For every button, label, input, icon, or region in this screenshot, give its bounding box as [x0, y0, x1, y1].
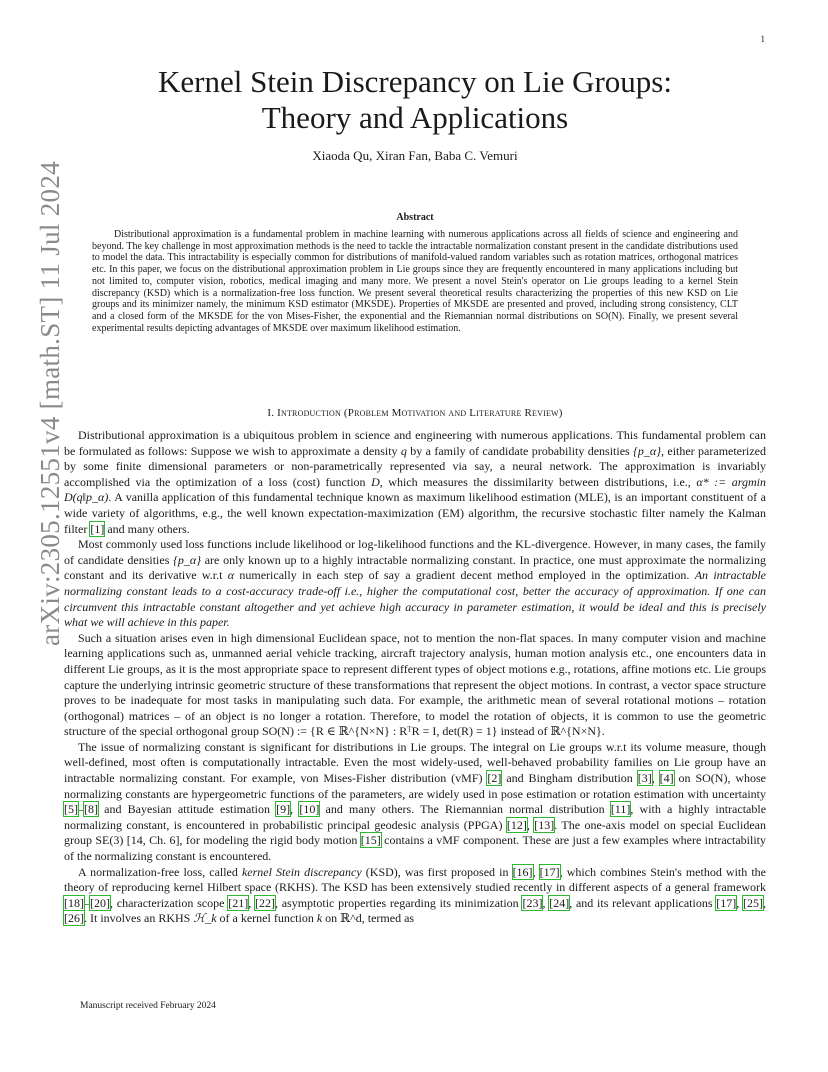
paragraph-2: Most commonly used loss functions include likelihood or log-likelihood functions and the KL-divergence. However, in many cases, the family of candidate densities {p_α} are only known up to a highly intractable normalizing constant. In practice, one must approximate the normalizing constant and its derivative w.r.t α numerically in each step of say a gradient decent method employed in the optimization. An intractable normalizing constant leads to a cost-accuracy trade-off i.e., higher the computational cost, better the accuracy of approximation. If one can circumvent this intractable constant altogether and yet achieve high accuracy in parameter estimation, it would be ideal and this is precisely what we will achieve in this paper. — [64, 537, 766, 630]
paragraph-3: Such a situation arises even in high dimensional Euclidean space, not to mention the non-flat spaces. In many computer vision and machine learning applications such as, unmanned aerial vehicle tracking, aircraft trajectory analysis, human motion analysis etc., one encounters data in different Lie groups, as it is the most appropriate space to represent different types of object motions e.g., rotations, affine motions etc. Lie groups capture the underlying intrinsic geometric structure of these transformations that represent the object motions. In contrast, a vector space structure proves to be inadequate for most tasks in manipulating such data. For example, the arithmetic mean of several rotational motions – rotation (orthogonal) matrices – of an object is no longer a rotation. Therefore, to model the rotation of objects, it is common to use the geometric structure of the special orthogonal group SO(N) := {R ∈ ℝ^{N×N} : RᵀR = I, det(R) = 1} instead of ℝ^{N×N}. — [64, 630, 766, 739]
citation-link[interactable]: [21] — [228, 895, 249, 910]
citation-link[interactable]: [11] — [610, 802, 631, 817]
citation-link[interactable]: [17] — [539, 864, 560, 879]
emphasis-text: An intractable normalizing constant leads to a cost-accuracy trade-off i.e., higher the computational cost, better the accuracy of approximation. If one can circumvent this intractable constant altogether and yet achieve high accuracy in parameter estimation, it would be ideal and this is precisely what we will achieve in this paper. — [64, 568, 766, 630]
title-line-1: Kernel Stein Discrepancy on Lie Groups: — [158, 64, 672, 99]
math-h-k: ℋ_k — [193, 911, 217, 926]
math-r-nn: ℝ^{N×N}. — [550, 724, 605, 739]
math-se3: SE(3) [14, Ch. 6] — [95, 833, 180, 848]
citation-link[interactable]: [20] — [90, 895, 110, 910]
citation-link[interactable]: [22] — [254, 895, 275, 910]
introduction-body — [64, 428, 766, 927]
paragraph-5: A normalization-free loss, called kernel Stein discrepancy (KSD), was first proposed in [16], [17], which combines Stein's method with the theory of reproducing kernel Hilbert space (RKHS). The KSD has been extensively studied recently in different aspects of a general framework [18]–[20], characterization scope [21], [22], asymptotic properties regarding its minimization [23], [24], and its relevant applications [17], [25], [26]. It involves an RKHS ℋ_k of a kernel function k on ℝ^d, termed as — [64, 864, 767, 926]
citation-link[interactable]: [25] — [743, 895, 764, 910]
citation-link[interactable]: [8] — [84, 802, 98, 817]
math-k: k — [316, 911, 323, 926]
title-line-2: Theory and Applications — [261, 100, 569, 135]
abstract-heading: Abstract — [396, 212, 434, 223]
author-list: Xiaoda Qu, Xiran Fan, Baba C. Vemuri — [312, 148, 518, 163]
section-number: I. — [267, 407, 275, 419]
paper-header — [64, 64, 766, 164]
citation-link[interactable]: [23] — [522, 895, 543, 910]
math-q: q — [400, 443, 407, 458]
citation-link[interactable]: [16] — [512, 864, 533, 879]
citation-link[interactable]: [9] — [276, 802, 291, 817]
citation-link[interactable]: [3] — [637, 771, 652, 786]
citation-link[interactable]: [17] — [716, 895, 737, 910]
citation-link[interactable]: [1] — [90, 521, 105, 536]
paragraph-4: The issue of normalizing constant is significant for distributions in Lie groups. The integral on Lie groups w.r.t its volume measure, though well-defined, most often is computationally intractable. Even the most widely-used, well-behaved probability families on Lie group have an intractable normalizing constant. For example, von Mises-Fisher distribution (vMF) [2] and Bingham distribution [3], [4] on SO(N), whose normalizing constants are hypergeometric functions of the parameters, are widely used in pose estimation or rotation estimation with uncertainty [5]–[8] and Bayesian attitude estimation [9], [10] and many others. The Riemannian normal distribution [11], with a highly intractable normalizing constant, is encountered in probabilistic principal geodesic analysis (PPGA) [12], [13]. The one-axis model on special Euclidean group SE(3) [14, Ch. 6], for modeling the rigid body motion [15] contains a vMF component. These are just a few examples where intractability of the normalizing constant is encountered. — [64, 739, 767, 864]
arxiv-identifier: arXiv:2305.12551v4 [math.ST] 11 Jul 2024 — [35, 161, 65, 646]
citation-link[interactable]: [5] — [64, 802, 78, 817]
page-number: 1 — [760, 34, 765, 44]
paragraph-1: Distributional approximation is a ubiquitous problem in science and engineering with numerous applications. This fundamental problem can be formulated as follows: Suppose we wish to approximate a density q by a family of candidate probability densities {p_α}, either parameterized by some finite dimensional parameters or non-parametrically represented via say, a neural network. The approximation is invariably accomplished via the optimization of a loss (cost) function D, which measures the dissimilarity between distributions, i.e., α* := argmin D(q‖p_α). A vanilla application of this fundamental technique known as maximum likelihood estimation (MLE), is an important constituent of a wide variety of algorithms, e.g., the well known expectation-maximization (EM) algorithm, the recursive stochastic filter namely the Kalman filter [1] and many others. — [64, 428, 766, 536]
citation-link[interactable]: [13] — [534, 817, 555, 832]
section-title: Introduction (Problem Motivation and Literature Review) — [277, 407, 563, 419]
math-d: D — [371, 474, 380, 489]
citation-link[interactable]: [4] — [659, 771, 674, 786]
citation-link[interactable]: [12] — [506, 817, 527, 832]
math-so-definition: SO(N) := {R ∈ ℝ^{N×N} : RᵀR = I, det(R) = 1} — [261, 724, 498, 739]
math-alpha: α — [227, 568, 235, 583]
paper-title — [64, 64, 766, 136]
math-p-alpha: {p_α} — [633, 443, 661, 458]
math-alpha-star: α* := argmin D(q‖p_α) — [64, 474, 766, 505]
citation-link[interactable]: [15] — [360, 833, 381, 848]
section-heading — [64, 407, 766, 419]
citation-link[interactable]: [2] — [487, 771, 502, 786]
math-p-alpha: {p_α} — [173, 552, 202, 567]
abstract — [92, 212, 738, 334]
emphasis-term: kernel Stein discrepancy — [241, 864, 362, 879]
citation-link[interactable]: [10] — [299, 802, 320, 817]
citation-link[interactable]: [18] — [64, 895, 84, 910]
math-r-d: ℝ^d — [340, 911, 362, 926]
citation-link[interactable]: [26] — [64, 911, 84, 926]
math-so-n: SO(N) — [695, 771, 728, 786]
abstract-text: Distributional approximation is a fundamental problem in machine learning with numerous applications across all fields of science and engineering and beyond. The key challenge in most approximation methods is the need to tackle the intractable normalization constant present in the candidate distributions used to model the data. This intractability is especially common for distributions of manifold-valued random variables such as rotation matrices, orthogonal matrices etc. In this paper, we focus on the distributional approximation problem in Lie groups since they are frequently encountered in many applications including but not limited to, computer vision, robotics, medical imaging and many more. We present a novel Stein's operator on Lie groups leading to a kernel Stein discrepancy (KSD) which is a normalization-free loss function. We present several theoretical results characterizing the properties of this new KSD on Lie groups and its minimizer namely, the minimum KSD estimator (MKSDE). Properties of MKSDE are presented and proved, including strong consistency, CLT and a closed form of the MKSDE for the von Mises-Fisher, the exponential and the Riemannian normal distributions on SO(N). Finally, we present several experimental results depicting advantages of MKSDE over maximum likelihood estimation. — [92, 229, 738, 334]
footnote: Manuscript received February 2024 — [80, 1001, 216, 1011]
citation-link[interactable]: [24] — [549, 895, 570, 910]
